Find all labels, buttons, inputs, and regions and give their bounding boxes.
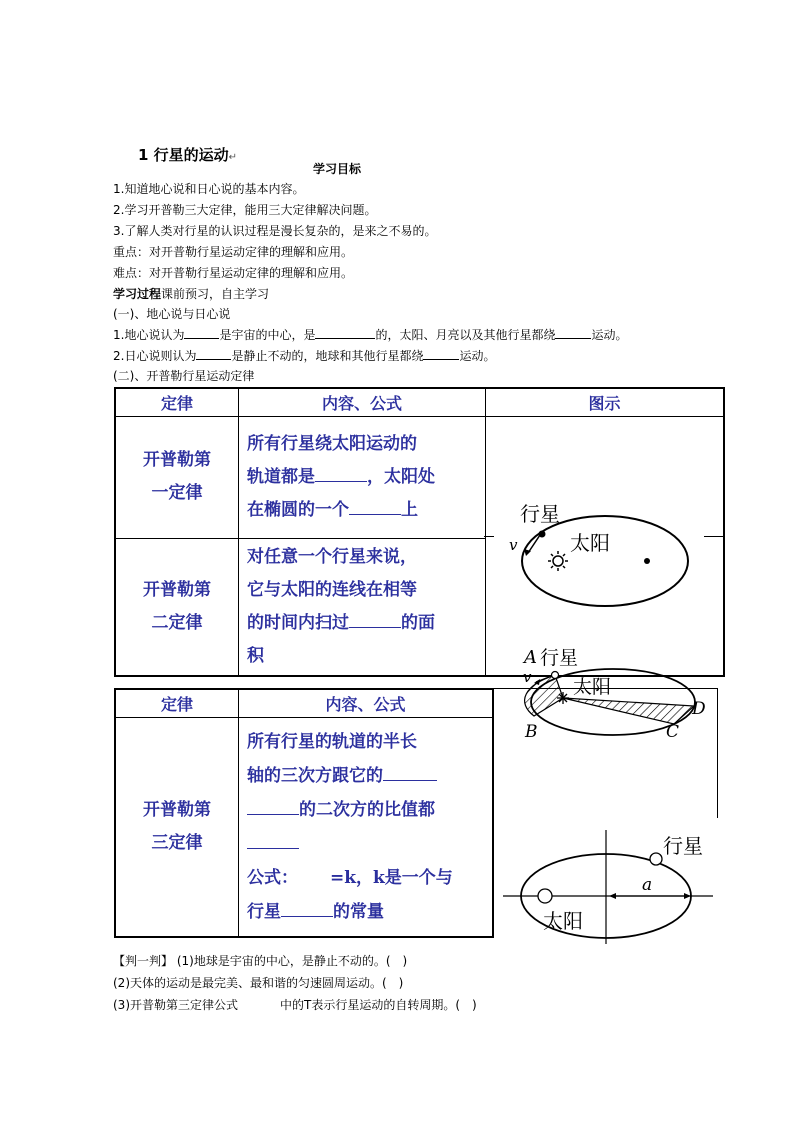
header-content: 内容、公式 bbox=[239, 388, 486, 416]
blank[interactable] bbox=[315, 327, 375, 339]
swept-area-cd bbox=[563, 698, 694, 724]
sun-label: 太阳 bbox=[543, 909, 583, 933]
blank[interactable] bbox=[349, 500, 401, 515]
return-mark: ↵ bbox=[228, 152, 238, 163]
first-law-diagram bbox=[500, 495, 720, 620]
law2-name: 开普勒第 二定律 bbox=[115, 538, 239, 676]
question-1: 1.地心说认为 是宇宙的中心，是 的，太阳、月亮以及其他行星都绕 运动。 bbox=[113, 328, 628, 342]
orbit-ellipse bbox=[522, 516, 688, 606]
blank[interactable] bbox=[315, 467, 367, 482]
part2-title: (二)、开普勒行星运动定律 bbox=[113, 369, 255, 383]
blank[interactable] bbox=[184, 327, 219, 339]
sun-label: 太阳 bbox=[570, 531, 610, 555]
label-a: a bbox=[642, 875, 653, 895]
planet-circle bbox=[650, 853, 662, 865]
law1-name: 开普勒第 一定律 bbox=[115, 416, 239, 538]
key-point: 重点：对开普勒行星运动定律的理解和应用。 bbox=[113, 245, 354, 259]
blank[interactable] bbox=[555, 327, 591, 339]
velocity-label: v bbox=[509, 536, 518, 554]
judge-q3: (3)开普勒第三定律公式 中的T表示行星运动的自转周期。( ) bbox=[113, 998, 477, 1012]
blank[interactable] bbox=[196, 348, 231, 360]
arrow-head-icon bbox=[684, 893, 691, 899]
objective-1: 1.知道地心说和日心说的基本内容。 bbox=[113, 182, 305, 196]
blank[interactable] bbox=[281, 902, 333, 917]
difficulty: 难点：对开普勒行星运动定律的理解和应用。 bbox=[113, 266, 354, 280]
law1-content: 所有行星绕太阳运动的 轨道都是 ，太阳处 在椭圆的一个 上 bbox=[239, 416, 486, 538]
header-figure: 图示 bbox=[486, 388, 725, 416]
sun-icon bbox=[548, 551, 568, 571]
part1-title: (一)、地心说与日心说 bbox=[113, 307, 231, 321]
kepler-table-2 bbox=[114, 688, 494, 938]
second-law-diagram bbox=[518, 642, 718, 747]
page-title: 1 行星的运动↵ bbox=[138, 146, 238, 164]
sun-circle bbox=[538, 889, 552, 903]
section-heading: 学习目标 bbox=[313, 162, 362, 176]
header-content: 内容、公式 bbox=[239, 689, 494, 717]
judge-q2: (2)天体的运动是最完美、最和谐的匀速圆周运动。( ) bbox=[113, 976, 404, 990]
third-law-diagram bbox=[503, 826, 718, 946]
label-a: A bbox=[524, 647, 537, 668]
arrow-head-icon bbox=[609, 893, 616, 899]
planet-label: 行星 bbox=[540, 647, 579, 669]
planet-dot bbox=[552, 672, 559, 679]
label-d: D bbox=[692, 699, 706, 719]
law3-content: 所有行星的轨道的半长 轴的三次方跟它的 的二次方的比值都 公式： =k，k是一个与 行星 的常量 bbox=[239, 717, 494, 937]
objective-3: 3.了解人类对行星的认识过程是漫长复杂的，是来之不易的。 bbox=[113, 224, 437, 238]
blank[interactable] bbox=[349, 613, 401, 628]
planet-label: 行星 bbox=[663, 834, 703, 858]
sun-label: 太阳 bbox=[573, 676, 612, 698]
label-c: C bbox=[666, 722, 680, 742]
blank[interactable] bbox=[383, 766, 437, 781]
divider bbox=[484, 536, 494, 537]
planet-label: 行星 bbox=[520, 502, 560, 526]
law3-name: 开普勒第 三定律 bbox=[115, 717, 239, 937]
header-law: 定律 bbox=[115, 689, 239, 717]
blank[interactable] bbox=[423, 348, 459, 360]
velocity-label: v bbox=[523, 668, 532, 686]
label-b: B bbox=[525, 722, 538, 742]
blank[interactable] bbox=[247, 800, 299, 815]
objective-2: 2.学习开普勒三大定律，能用三大定律解决问题。 bbox=[113, 203, 377, 217]
blank[interactable] bbox=[247, 834, 299, 849]
header-law: 定律 bbox=[115, 388, 239, 416]
law2-content: 对任意一个行星来说， 它与太阳的连线在相等 的时间内扫过 的面 积 bbox=[239, 538, 486, 676]
question-2: 2.日心说则认为 是静止不动的，地球和其他行星都绕 运动。 bbox=[113, 349, 496, 363]
focus-dot bbox=[644, 558, 650, 564]
process-heading: 学习过程课前预习，自主学习 bbox=[113, 287, 270, 301]
judge-q1: 【判一判】 (1)地球是宇宙的中心，是静止不动的。( ) bbox=[113, 954, 408, 968]
